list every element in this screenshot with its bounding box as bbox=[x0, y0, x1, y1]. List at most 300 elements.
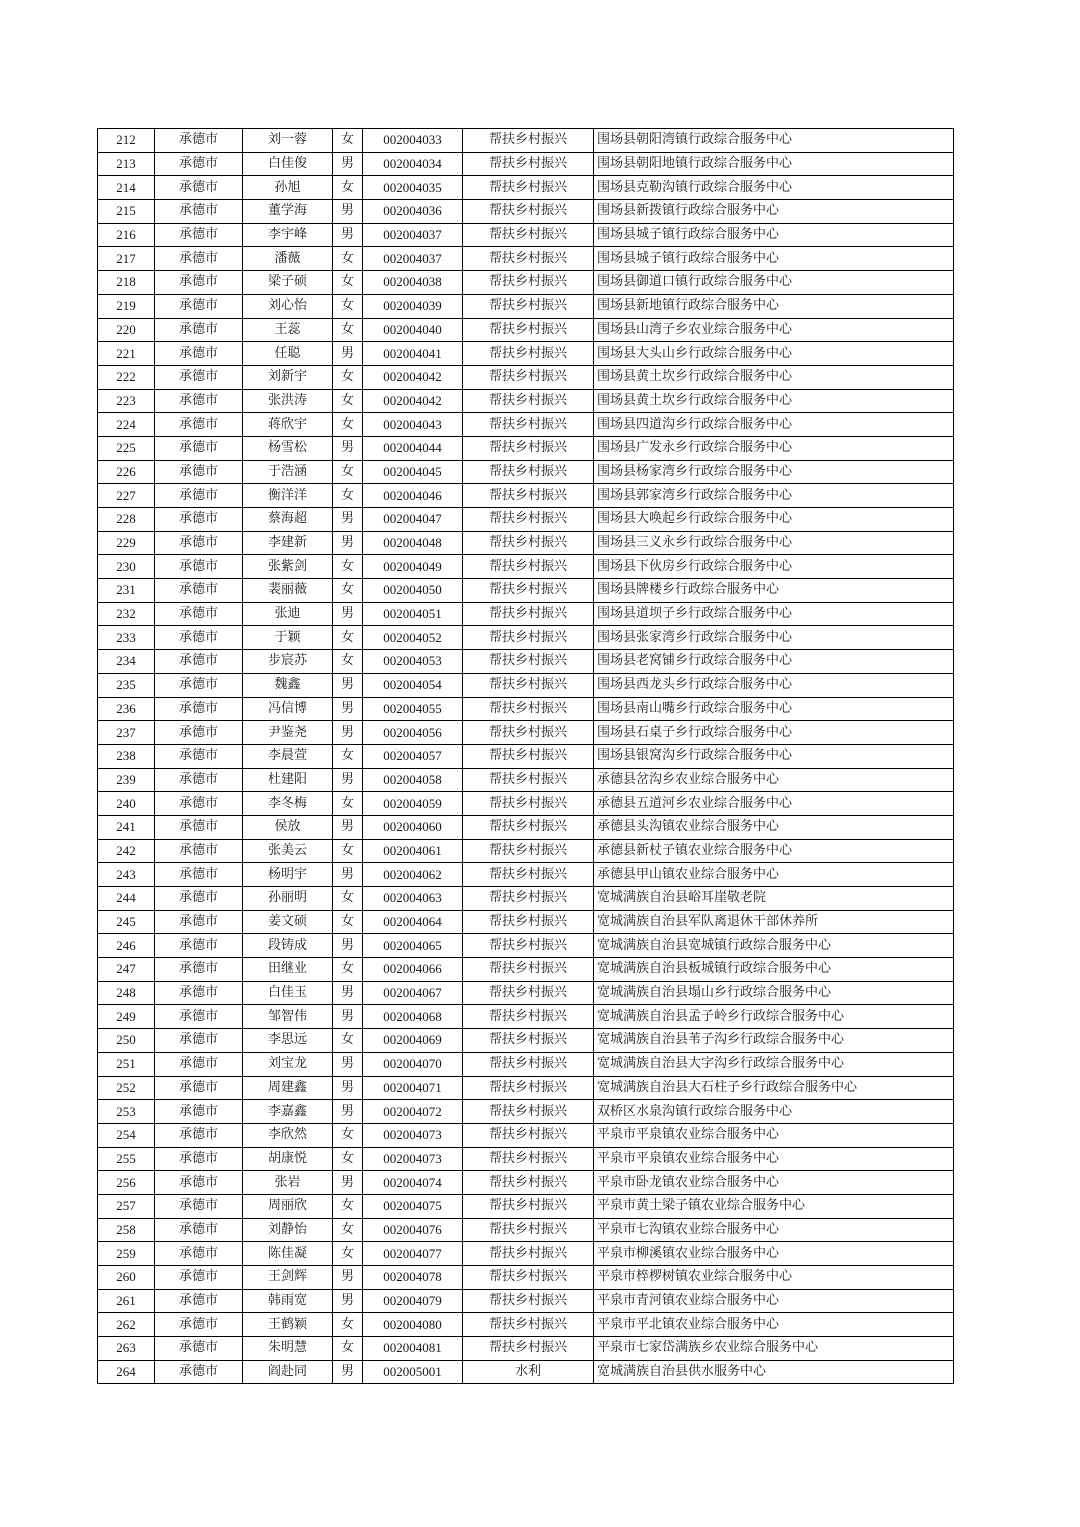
seq-cell: 259 bbox=[98, 1242, 155, 1266]
category-cell: 帮扶乡村振兴 bbox=[463, 1242, 594, 1266]
unit-cell: 围场县牌楼乡行政综合服务中心 bbox=[594, 579, 954, 603]
seq-cell: 231 bbox=[98, 579, 155, 603]
seq-cell: 220 bbox=[98, 318, 155, 342]
table-row bbox=[98, 887, 954, 911]
gender-cell: 女 bbox=[333, 1242, 363, 1266]
category-cell: 帮扶乡村振兴 bbox=[463, 1313, 594, 1337]
unit-cell: 平泉市椊椤树镇农业综合服务中心 bbox=[594, 1266, 954, 1290]
table-row bbox=[98, 1337, 954, 1361]
name-cell: 邹智伟 bbox=[243, 1005, 333, 1029]
seq-cell: 212 bbox=[98, 129, 155, 153]
name-cell: 刘新宇 bbox=[243, 365, 333, 389]
gender-cell: 男 bbox=[333, 1289, 363, 1313]
table-row bbox=[98, 1194, 954, 1218]
exam-id-cell: 002004054 bbox=[363, 673, 463, 697]
exam-id-cell: 002004041 bbox=[363, 342, 463, 366]
gender-cell: 男 bbox=[333, 531, 363, 555]
seq-cell: 221 bbox=[98, 342, 155, 366]
gender-cell: 女 bbox=[333, 910, 363, 934]
city-cell: 承德市 bbox=[155, 176, 243, 200]
table-row bbox=[98, 152, 954, 176]
table-row bbox=[98, 176, 954, 200]
exam-id-cell: 002004055 bbox=[363, 697, 463, 721]
gender-cell: 女 bbox=[333, 1194, 363, 1218]
exam-id-cell: 002004078 bbox=[363, 1266, 463, 1290]
city-cell: 承德市 bbox=[155, 1052, 243, 1076]
table-row bbox=[98, 294, 954, 318]
city-cell: 承德市 bbox=[155, 1218, 243, 1242]
name-cell: 于颖 bbox=[243, 626, 333, 650]
name-cell: 杜建阳 bbox=[243, 768, 333, 792]
table-row bbox=[98, 650, 954, 674]
table-row bbox=[98, 934, 954, 958]
city-cell: 承德市 bbox=[155, 910, 243, 934]
name-cell: 尹鉴尧 bbox=[243, 721, 333, 745]
category-cell: 帮扶乡村振兴 bbox=[463, 1005, 594, 1029]
name-cell: 步宸苏 bbox=[243, 650, 333, 674]
category-cell: 帮扶乡村振兴 bbox=[463, 365, 594, 389]
name-cell: 张岩 bbox=[243, 1171, 333, 1195]
table-row bbox=[98, 1289, 954, 1313]
gender-cell: 女 bbox=[333, 176, 363, 200]
name-cell: 冯信博 bbox=[243, 697, 333, 721]
unit-cell: 围场县大头山乡行政综合服务中心 bbox=[594, 342, 954, 366]
city-cell: 承德市 bbox=[155, 815, 243, 839]
name-cell: 于浩涵 bbox=[243, 460, 333, 484]
category-cell: 帮扶乡村振兴 bbox=[463, 721, 594, 745]
name-cell: 梁子硕 bbox=[243, 271, 333, 295]
category-cell: 帮扶乡村振兴 bbox=[463, 958, 594, 982]
city-cell: 承德市 bbox=[155, 1289, 243, 1313]
exam-id-cell: 002004046 bbox=[363, 484, 463, 508]
table-row bbox=[98, 1266, 954, 1290]
exam-id-cell: 002004067 bbox=[363, 981, 463, 1005]
city-cell: 承德市 bbox=[155, 958, 243, 982]
gender-cell: 女 bbox=[333, 460, 363, 484]
seq-cell: 254 bbox=[98, 1123, 155, 1147]
gender-cell: 女 bbox=[333, 1029, 363, 1053]
category-cell: 帮扶乡村振兴 bbox=[463, 460, 594, 484]
gender-cell: 女 bbox=[333, 413, 363, 437]
city-cell: 承德市 bbox=[155, 697, 243, 721]
name-cell: 田继业 bbox=[243, 958, 333, 982]
name-cell: 杨雪松 bbox=[243, 436, 333, 460]
table-row bbox=[98, 579, 954, 603]
category-cell: 帮扶乡村振兴 bbox=[463, 768, 594, 792]
roster-body bbox=[98, 129, 954, 1384]
city-cell: 承德市 bbox=[155, 650, 243, 674]
table-row bbox=[98, 271, 954, 295]
gender-cell: 女 bbox=[333, 887, 363, 911]
gender-cell: 男 bbox=[333, 342, 363, 366]
table-row bbox=[98, 389, 954, 413]
seq-cell: 251 bbox=[98, 1052, 155, 1076]
city-cell: 承德市 bbox=[155, 602, 243, 626]
exam-id-cell: 002004045 bbox=[363, 460, 463, 484]
name-cell: 白佳俊 bbox=[243, 152, 333, 176]
seq-cell: 260 bbox=[98, 1266, 155, 1290]
name-cell: 刘静怡 bbox=[243, 1218, 333, 1242]
name-cell: 衡洋洋 bbox=[243, 484, 333, 508]
name-cell: 白佳玉 bbox=[243, 981, 333, 1005]
unit-cell: 平泉市青河镇农业综合服务中心 bbox=[594, 1289, 954, 1313]
city-cell: 承德市 bbox=[155, 1313, 243, 1337]
seq-cell: 218 bbox=[98, 271, 155, 295]
exam-id-cell: 002004059 bbox=[363, 792, 463, 816]
seq-cell: 233 bbox=[98, 626, 155, 650]
roster-table bbox=[97, 128, 954, 1384]
gender-cell: 女 bbox=[333, 1123, 363, 1147]
city-cell: 承德市 bbox=[155, 579, 243, 603]
exam-id-cell: 002004037 bbox=[363, 223, 463, 247]
name-cell: 张紫剑 bbox=[243, 555, 333, 579]
exam-id-cell: 002004036 bbox=[363, 200, 463, 224]
exam-id-cell: 002004057 bbox=[363, 744, 463, 768]
city-cell: 承德市 bbox=[155, 673, 243, 697]
category-cell: 帮扶乡村振兴 bbox=[463, 1076, 594, 1100]
gender-cell: 女 bbox=[333, 318, 363, 342]
unit-cell: 围场县三义永乡行政综合服务中心 bbox=[594, 531, 954, 555]
category-cell: 帮扶乡村振兴 bbox=[463, 247, 594, 271]
unit-cell: 围场县御道口镇行政综合服务中心 bbox=[594, 271, 954, 295]
seq-cell: 250 bbox=[98, 1029, 155, 1053]
table-row bbox=[98, 839, 954, 863]
seq-cell: 249 bbox=[98, 1005, 155, 1029]
unit-cell: 宽城满族自治县军队离退休干部休养所 bbox=[594, 910, 954, 934]
city-cell: 承德市 bbox=[155, 200, 243, 224]
name-cell: 张洪涛 bbox=[243, 389, 333, 413]
exam-id-cell: 002004048 bbox=[363, 531, 463, 555]
name-cell: 刘心怡 bbox=[243, 294, 333, 318]
category-cell: 帮扶乡村振兴 bbox=[463, 815, 594, 839]
category-cell: 帮扶乡村振兴 bbox=[463, 318, 594, 342]
table-row bbox=[98, 484, 954, 508]
name-cell: 姜文硕 bbox=[243, 910, 333, 934]
unit-cell: 承德县甲山镇农业综合服务中心 bbox=[594, 863, 954, 887]
table-row bbox=[98, 792, 954, 816]
exam-id-cell: 002004074 bbox=[363, 1171, 463, 1195]
gender-cell: 男 bbox=[333, 200, 363, 224]
category-cell: 帮扶乡村振兴 bbox=[463, 531, 594, 555]
gender-cell: 男 bbox=[333, 673, 363, 697]
seq-cell: 214 bbox=[98, 176, 155, 200]
city-cell: 承德市 bbox=[155, 413, 243, 437]
exam-id-cell: 002004042 bbox=[363, 389, 463, 413]
city-cell: 承德市 bbox=[155, 1266, 243, 1290]
city-cell: 承德市 bbox=[155, 365, 243, 389]
gender-cell: 男 bbox=[333, 602, 363, 626]
city-cell: 承德市 bbox=[155, 1337, 243, 1361]
seq-cell: 224 bbox=[98, 413, 155, 437]
city-cell: 承德市 bbox=[155, 1194, 243, 1218]
category-cell: 帮扶乡村振兴 bbox=[463, 271, 594, 295]
category-cell: 帮扶乡村振兴 bbox=[463, 697, 594, 721]
seq-cell: 246 bbox=[98, 934, 155, 958]
category-cell: 帮扶乡村振兴 bbox=[463, 1052, 594, 1076]
category-cell: 帮扶乡村振兴 bbox=[463, 650, 594, 674]
table-row bbox=[98, 673, 954, 697]
category-cell: 帮扶乡村振兴 bbox=[463, 223, 594, 247]
name-cell: 王蕊 bbox=[243, 318, 333, 342]
table-row bbox=[98, 200, 954, 224]
name-cell: 蒋欣宇 bbox=[243, 413, 333, 437]
seq-cell: 235 bbox=[98, 673, 155, 697]
gender-cell: 男 bbox=[333, 721, 363, 745]
exam-id-cell: 002004034 bbox=[363, 152, 463, 176]
city-cell: 承德市 bbox=[155, 981, 243, 1005]
gender-cell: 男 bbox=[333, 1100, 363, 1124]
category-cell: 帮扶乡村振兴 bbox=[463, 436, 594, 460]
city-cell: 承德市 bbox=[155, 792, 243, 816]
unit-cell: 围场县城子镇行政综合服务中心 bbox=[594, 247, 954, 271]
unit-cell: 宽城满族自治县大石柱子乡行政综合服务中心 bbox=[594, 1076, 954, 1100]
unit-cell: 围场县郭家湾乡行政综合服务中心 bbox=[594, 484, 954, 508]
unit-cell: 平泉市七沟镇农业综合服务中心 bbox=[594, 1218, 954, 1242]
unit-cell: 平泉市七家岱满族乡农业综合服务中心 bbox=[594, 1337, 954, 1361]
city-cell: 承德市 bbox=[155, 839, 243, 863]
name-cell: 侯放 bbox=[243, 815, 333, 839]
gender-cell: 男 bbox=[333, 863, 363, 887]
seq-cell: 258 bbox=[98, 1218, 155, 1242]
gender-cell: 男 bbox=[333, 508, 363, 532]
seq-cell: 222 bbox=[98, 365, 155, 389]
gender-cell: 女 bbox=[333, 792, 363, 816]
city-cell: 承德市 bbox=[155, 531, 243, 555]
category-cell: 帮扶乡村振兴 bbox=[463, 579, 594, 603]
city-cell: 承德市 bbox=[155, 389, 243, 413]
unit-cell: 围场县克勒沟镇行政综合服务中心 bbox=[594, 176, 954, 200]
gender-cell: 男 bbox=[333, 815, 363, 839]
table-row bbox=[98, 1005, 954, 1029]
unit-cell: 围场县城子镇行政综合服务中心 bbox=[594, 223, 954, 247]
seq-cell: 238 bbox=[98, 744, 155, 768]
unit-cell: 围场县张家湾乡行政综合服务中心 bbox=[594, 626, 954, 650]
category-cell: 帮扶乡村振兴 bbox=[463, 1218, 594, 1242]
seq-cell: 255 bbox=[98, 1147, 155, 1171]
table-row bbox=[98, 958, 954, 982]
category-cell: 帮扶乡村振兴 bbox=[463, 129, 594, 153]
city-cell: 承德市 bbox=[155, 508, 243, 532]
gender-cell: 女 bbox=[333, 484, 363, 508]
table-row bbox=[98, 342, 954, 366]
category-cell: 帮扶乡村振兴 bbox=[463, 1289, 594, 1313]
seq-cell: 227 bbox=[98, 484, 155, 508]
table-row bbox=[98, 436, 954, 460]
gender-cell: 女 bbox=[333, 555, 363, 579]
exam-id-cell: 002004063 bbox=[363, 887, 463, 911]
category-cell: 帮扶乡村振兴 bbox=[463, 934, 594, 958]
seq-cell: 226 bbox=[98, 460, 155, 484]
seq-cell: 225 bbox=[98, 436, 155, 460]
city-cell: 承德市 bbox=[155, 1029, 243, 1053]
exam-id-cell: 002004077 bbox=[363, 1242, 463, 1266]
unit-cell: 围场县南山嘴乡行政综合服务中心 bbox=[594, 697, 954, 721]
unit-cell: 围场县四道沟乡行政综合服务中心 bbox=[594, 413, 954, 437]
exam-id-cell: 002004061 bbox=[363, 839, 463, 863]
seq-cell: 263 bbox=[98, 1337, 155, 1361]
exam-id-cell: 002004042 bbox=[363, 365, 463, 389]
gender-cell: 女 bbox=[333, 839, 363, 863]
table-row bbox=[98, 602, 954, 626]
exam-id-cell: 002004056 bbox=[363, 721, 463, 745]
city-cell: 承德市 bbox=[155, 318, 243, 342]
unit-cell: 承德县新杖子镇农业综合服务中心 bbox=[594, 839, 954, 863]
gender-cell: 女 bbox=[333, 1147, 363, 1171]
table-row bbox=[98, 626, 954, 650]
exam-id-cell: 002004066 bbox=[363, 958, 463, 982]
unit-cell: 围场县新地镇行政综合服务中心 bbox=[594, 294, 954, 318]
category-cell: 帮扶乡村振兴 bbox=[463, 484, 594, 508]
exam-id-cell: 002004073 bbox=[363, 1147, 463, 1171]
category-cell: 帮扶乡村振兴 bbox=[463, 342, 594, 366]
name-cell: 孙丽明 bbox=[243, 887, 333, 911]
city-cell: 承德市 bbox=[155, 223, 243, 247]
unit-cell: 宽城满族自治县宽城镇行政综合服务中心 bbox=[594, 934, 954, 958]
category-cell: 帮扶乡村振兴 bbox=[463, 152, 594, 176]
name-cell: 董学海 bbox=[243, 200, 333, 224]
city-cell: 承德市 bbox=[155, 863, 243, 887]
seq-cell: 253 bbox=[98, 1100, 155, 1124]
category-cell: 帮扶乡村振兴 bbox=[463, 602, 594, 626]
table-row bbox=[98, 1076, 954, 1100]
exam-id-cell: 002004076 bbox=[363, 1218, 463, 1242]
name-cell: 韩雨宽 bbox=[243, 1289, 333, 1313]
seq-cell: 242 bbox=[98, 839, 155, 863]
gender-cell: 女 bbox=[333, 650, 363, 674]
category-cell: 帮扶乡村振兴 bbox=[463, 981, 594, 1005]
seq-cell: 241 bbox=[98, 815, 155, 839]
table-row bbox=[98, 697, 954, 721]
name-cell: 刘宝龙 bbox=[243, 1052, 333, 1076]
category-cell: 帮扶乡村振兴 bbox=[463, 887, 594, 911]
table-row bbox=[98, 1171, 954, 1195]
category-cell: 水利 bbox=[463, 1360, 594, 1384]
exam-id-cell: 002004038 bbox=[363, 271, 463, 295]
exam-id-cell: 002004043 bbox=[363, 413, 463, 437]
seq-cell: 248 bbox=[98, 981, 155, 1005]
gender-cell: 女 bbox=[333, 129, 363, 153]
city-cell: 承德市 bbox=[155, 436, 243, 460]
seq-cell: 215 bbox=[98, 200, 155, 224]
category-cell: 帮扶乡村振兴 bbox=[463, 176, 594, 200]
table-row bbox=[98, 863, 954, 887]
unit-cell: 宽城满族自治县供水服务中心 bbox=[594, 1360, 954, 1384]
exam-id-cell: 002004075 bbox=[363, 1194, 463, 1218]
city-cell: 承德市 bbox=[155, 129, 243, 153]
name-cell: 周丽欣 bbox=[243, 1194, 333, 1218]
gender-cell: 男 bbox=[333, 1171, 363, 1195]
exam-id-cell: 002004049 bbox=[363, 555, 463, 579]
table-row bbox=[98, 981, 954, 1005]
name-cell: 李宇峰 bbox=[243, 223, 333, 247]
unit-cell: 平泉市平泉镇农业综合服务中心 bbox=[594, 1123, 954, 1147]
gender-cell: 女 bbox=[333, 579, 363, 603]
name-cell: 陈佳凝 bbox=[243, 1242, 333, 1266]
category-cell: 帮扶乡村振兴 bbox=[463, 626, 594, 650]
seq-cell: 213 bbox=[98, 152, 155, 176]
gender-cell: 女 bbox=[333, 1337, 363, 1361]
name-cell: 任聪 bbox=[243, 342, 333, 366]
name-cell: 李欣然 bbox=[243, 1123, 333, 1147]
gender-cell: 男 bbox=[333, 1076, 363, 1100]
name-cell: 刘一蓉 bbox=[243, 129, 333, 153]
seq-cell: 256 bbox=[98, 1171, 155, 1195]
unit-cell: 承德县头沟镇农业综合服务中心 bbox=[594, 815, 954, 839]
gender-cell: 男 bbox=[333, 981, 363, 1005]
category-cell: 帮扶乡村振兴 bbox=[463, 1123, 594, 1147]
city-cell: 承德市 bbox=[155, 721, 243, 745]
exam-id-cell: 002005001 bbox=[363, 1360, 463, 1384]
seq-cell: 264 bbox=[98, 1360, 155, 1384]
gender-cell: 女 bbox=[333, 247, 363, 271]
name-cell: 李冬梅 bbox=[243, 792, 333, 816]
gender-cell: 女 bbox=[333, 744, 363, 768]
city-cell: 承德市 bbox=[155, 1171, 243, 1195]
seq-cell: 243 bbox=[98, 863, 155, 887]
name-cell: 阎赴同 bbox=[243, 1360, 333, 1384]
city-cell: 承德市 bbox=[155, 460, 243, 484]
seq-cell: 230 bbox=[98, 555, 155, 579]
gender-cell: 男 bbox=[333, 934, 363, 958]
table-row bbox=[98, 129, 954, 153]
city-cell: 承德市 bbox=[155, 484, 243, 508]
seq-cell: 236 bbox=[98, 697, 155, 721]
unit-cell: 平泉市平泉镇农业综合服务中心 bbox=[594, 1147, 954, 1171]
seq-cell: 237 bbox=[98, 721, 155, 745]
unit-cell: 围场县西龙头乡行政综合服务中心 bbox=[594, 673, 954, 697]
exam-id-cell: 002004050 bbox=[363, 579, 463, 603]
exam-id-cell: 002004039 bbox=[363, 294, 463, 318]
name-cell: 王剑辉 bbox=[243, 1266, 333, 1290]
gender-cell: 女 bbox=[333, 365, 363, 389]
exam-id-cell: 002004072 bbox=[363, 1100, 463, 1124]
table-row bbox=[98, 555, 954, 579]
exam-id-cell: 002004035 bbox=[363, 176, 463, 200]
category-cell: 帮扶乡村振兴 bbox=[463, 1337, 594, 1361]
category-cell: 帮扶乡村振兴 bbox=[463, 1171, 594, 1195]
seq-cell: 232 bbox=[98, 602, 155, 626]
seq-cell: 234 bbox=[98, 650, 155, 674]
gender-cell: 女 bbox=[333, 389, 363, 413]
name-cell: 李晨萱 bbox=[243, 744, 333, 768]
name-cell: 李嘉鑫 bbox=[243, 1100, 333, 1124]
unit-cell: 围场县黄土坎乡行政综合服务中心 bbox=[594, 389, 954, 413]
table-row bbox=[98, 744, 954, 768]
unit-cell: 围场县朝阳湾镇行政综合服务中心 bbox=[594, 129, 954, 153]
table-row bbox=[98, 910, 954, 934]
name-cell: 裴丽薇 bbox=[243, 579, 333, 603]
exam-id-cell: 002004062 bbox=[363, 863, 463, 887]
category-cell: 帮扶乡村振兴 bbox=[463, 508, 594, 532]
exam-id-cell: 002004080 bbox=[363, 1313, 463, 1337]
city-cell: 承德市 bbox=[155, 247, 243, 271]
city-cell: 承德市 bbox=[155, 1242, 243, 1266]
gender-cell: 男 bbox=[333, 697, 363, 721]
exam-id-cell: 002004047 bbox=[363, 508, 463, 532]
gender-cell: 男 bbox=[333, 436, 363, 460]
gender-cell: 女 bbox=[333, 1218, 363, 1242]
unit-cell: 承德县岔沟乡农业综合服务中心 bbox=[594, 768, 954, 792]
unit-cell: 围场县银窝沟乡行政综合服务中心 bbox=[594, 744, 954, 768]
table-row bbox=[98, 815, 954, 839]
category-cell: 帮扶乡村振兴 bbox=[463, 294, 594, 318]
name-cell: 李思远 bbox=[243, 1029, 333, 1053]
category-cell: 帮扶乡村振兴 bbox=[463, 1147, 594, 1171]
seq-cell: 229 bbox=[98, 531, 155, 555]
exam-id-cell: 002004079 bbox=[363, 1289, 463, 1313]
city-cell: 承德市 bbox=[155, 1123, 243, 1147]
name-cell: 杨明宇 bbox=[243, 863, 333, 887]
